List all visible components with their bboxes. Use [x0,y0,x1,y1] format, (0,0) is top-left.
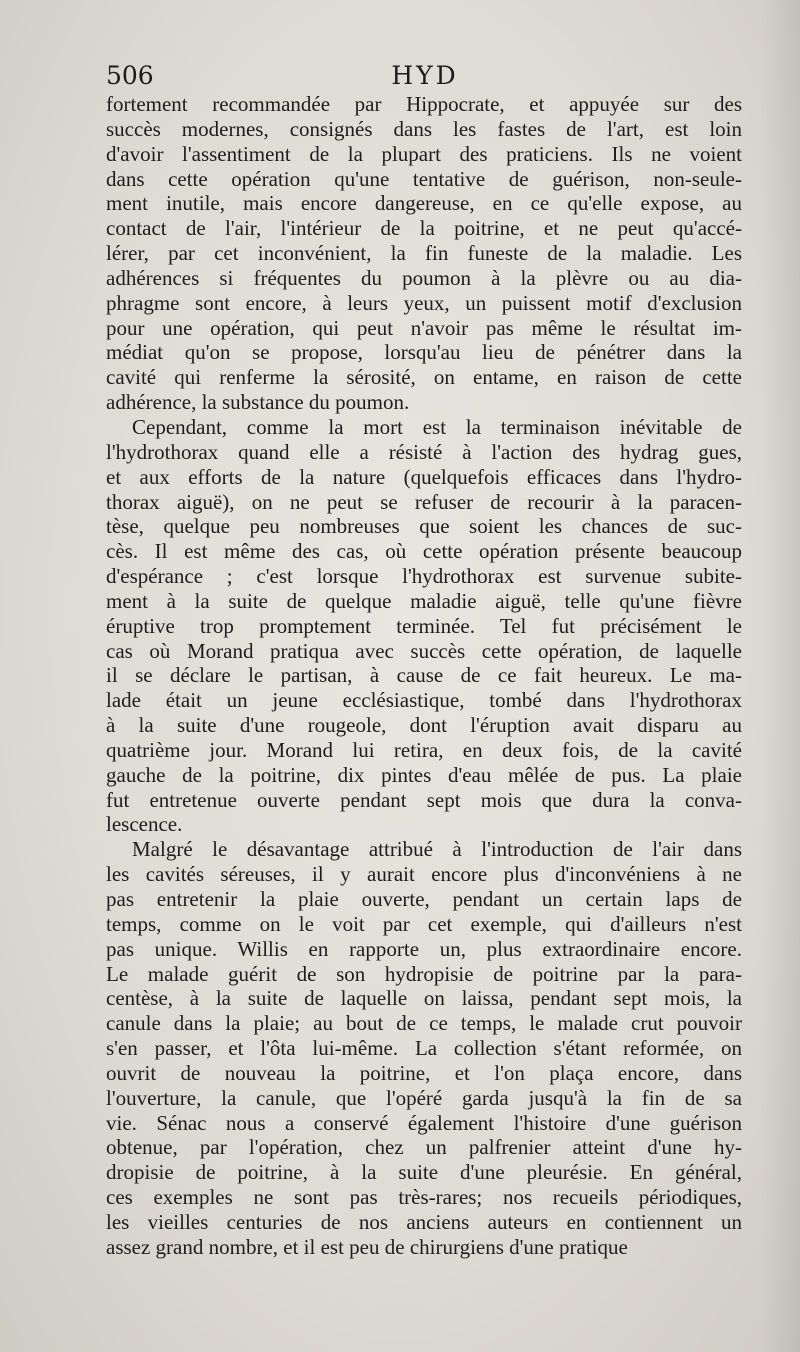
text-line: pour une opération, qui peut n'avoir pas même le résultat im- [106,315,742,340]
text-line: gauche de la poitrine, dix pintes d'eau mêlée de pus. La plaie [106,762,742,787]
text-line: adhérences si fréquentes du poumon à la plèvre ou au dia- [106,265,742,290]
text-line: cavité qui renferme la sérosité, on entame, en raison de cette [106,365,742,390]
text-line: centèse, à la suite de laquelle on laissa, pendant sept mois, la [106,986,742,1011]
text-line: ment inutile, mais encore dangereuse, en ce qu'elle expose, au [106,191,742,216]
text-line: s'en passer, et l'ôta lui-même. La collection s'étant reformée, on [106,1036,742,1061]
text-line: à la suite d'une rougeole, dont l'éruption avait disparu au [106,713,742,738]
text-line: pas unique. Willis en rapporte un, plus extraordinaire encore. [106,936,742,961]
text-line: fortement recommandée par Hippocrate, et appuyée sur des [106,92,742,116]
text-line: pas entretenir la plaie ouverte, pendant un certain laps de [106,887,742,911]
body-text [106,92,742,1260]
text-line: d'avoir l'assentiment de la plupart des praticiens. Ils ne voient [106,141,742,166]
text-line: et aux efforts de la nature (quelquefois efficaces dans l'hydro- [106,464,742,489]
text-line: ment à la suite de quelque maladie aiguë, telle qu'une fièvre [106,588,742,613]
text-line: Le malade guérit de son hydropisie de poitrine par la para- [106,961,742,986]
text-line: temps, comme on le voit par cet exemple, qui d'ailleurs n'est [106,911,742,936]
text-line: les cavités séreuses, il y aurait encore plus d'inconvéniens à ne [106,862,742,887]
text-line: phragme sont encore, à leurs yeux, un puissent motif d'exclusion [106,290,742,315]
text-line: ces exemples ne sont pas très-rares; nos recueils périodiques, [106,1185,742,1210]
paragraph [106,837,742,1259]
text-line: ouvrit de nouveau la poitrine, et l'on plaça encore, dans [106,1060,742,1085]
text-line: Malgré le désavantage attribué à l'introduction de l'air dans [132,837,742,862]
text-line: lade était un jeune ecclésiastique, tombé dans l'hydrothorax [106,688,742,713]
text-line: vie. Sénac nous a conservé également l'histoire d'une guérison [106,1110,742,1135]
text-line: obtenue, par l'opération, chez un palfrenier atteint d'une hy- [106,1135,742,1160]
text-line: dropisie de poitrine, à la suite d'une pleurésie. En général, [106,1160,742,1185]
text-line: Cependant, comme la mort est la terminaison inévitable de [132,414,742,439]
text-line: les vieilles centuries de nos anciens auteurs en contiennent un [106,1209,742,1234]
page-header [106,56,742,96]
text-line: adhérence, la substance du poumon. [106,390,410,415]
text-line: fut entretenue ouverte pendant sept mois que dura la conva- [106,787,742,812]
text-line: dans cette opération qu'une tentative de guérison, non-seule- [106,166,742,191]
text-line: lérer, par cet inconvénient, la fin funeste de la maladie. Les [106,241,742,266]
text-line: éruptive trop promptement terminée. Tel fut précisément le [106,613,742,638]
text-line: thorax aiguë), on ne peut se refuser de recourir à la paracen- [106,489,742,514]
text-line: canule dans la plaie; au bout de ce temps, le malade crut pouvoir [106,1011,742,1036]
text-line: succès modernes, consignés dans les fastes de l'art, est loin [106,116,742,141]
text-line: quatrième jour. Morand lui retira, en deux fois, de la cavité [106,737,742,762]
paragraph [106,415,742,837]
paragraph [106,92,742,415]
text-line: contact de l'air, l'intérieur de la poitrine, et ne peut qu'accé- [106,216,742,241]
text-line: l'ouverture, la canule, que l'opéré garda jusqu'à la fin de sa [106,1085,742,1110]
text-line: cas où Morand pratiqua avec succès cette opération, de laquelle [106,638,742,663]
text-line: d'espérance ; c'est lorsque l'hydrothorax est survenue subite- [106,564,742,589]
running-head: HYD [391,61,459,90]
text-line: lescence. [106,812,183,837]
text-line: médiat qu'on se propose, lorsqu'au lieu de pénétrer dans la [106,340,742,365]
page-number: 506 [106,61,154,90]
text-line: tèse, quelque peu nombreuses que soient les chances de suc- [106,514,742,539]
text-line: il se déclare le partisan, à cause de ce fait heureux. Le ma- [106,663,742,688]
text-line: assez grand nombre, et il est peu de chirurgiens d'une pratique [106,1234,628,1259]
text-line: cès. Il est même des cas, où cette opération présente beaucoup [106,539,742,564]
text-line: l'hydrothorax quand elle a résisté à l'action des hydrag gues, [106,439,742,464]
